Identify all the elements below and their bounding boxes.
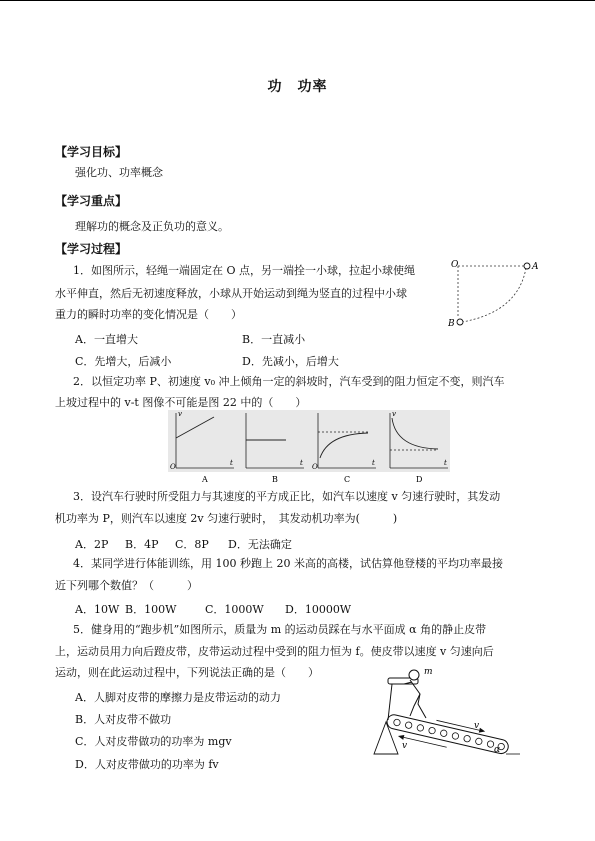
- header-rule: [0, 0, 595, 1]
- q5-line-2: 上，运动员用力向后蹬皮带，皮带运动过程中受到的阻力恒为 f。使皮带以速度 v 匀速向后: [55, 645, 494, 658]
- page-title: 功 功率: [267, 79, 328, 95]
- svg-text:t: t: [230, 459, 233, 467]
- q1-option-d: D．先减小，后增大: [242, 355, 339, 368]
- svg-text:t: t: [372, 459, 375, 467]
- q1-line-2: 水平伸直，然后无初速度释放，小球从开始运动到绳为竖直的过程中小球: [55, 287, 407, 300]
- label-m: m: [424, 667, 433, 677]
- label-o: O: [451, 260, 459, 270]
- key-text: 理解功的概念及正负功的意义。: [75, 220, 229, 233]
- q1-line-1: 1．如图所示，轻绳一端固定在 O 点，另一端拴一小球，拉起小球使绳: [73, 264, 416, 277]
- q1-option-c: C．先增大，后减小: [75, 355, 172, 368]
- q4-line-1: 4．某同学进行体能训练，用 100 秒跑上 20 米高的高楼，试估算他登楼的平均功率最接: [73, 557, 503, 570]
- section-heading-goal: 【学习目标】: [55, 145, 128, 159]
- q1-option-b: B．一直减小: [242, 333, 306, 346]
- q4-option-c: C．1000W: [205, 603, 264, 616]
- q3-option-b: B．4P: [125, 538, 159, 551]
- label-a: A: [532, 262, 539, 272]
- svg-text:t: t: [300, 459, 303, 467]
- svg-text:v: v: [392, 410, 396, 418]
- section-heading-process: 【学习过程】: [55, 242, 128, 256]
- label-v-bottom: v: [402, 741, 408, 751]
- q3-line-2: 机功率为 P，则汽车以速度 2v 匀速行驶时， 其发动机功率为( ): [55, 512, 398, 525]
- svg-text:v: v: [178, 410, 182, 418]
- q5-option-d: D．人对皮带做功的功率为 fv: [75, 758, 219, 771]
- label-alpha: α: [494, 745, 501, 755]
- section-heading-key: 【学习重点】: [55, 194, 128, 208]
- q3-line-1: 3．设汽车行驶时所受阻力与其速度的平方成正比，如汽车以速度 v 匀速行驶时，其发动: [73, 490, 501, 503]
- q2-line-1: 2．以恒定功率 P、初速度 v₀ 冲上倾角一定的斜坡时，汽车受到的阻力恒定不变，则汽车: [73, 375, 505, 388]
- svg-text:O: O: [170, 463, 176, 471]
- q4-option-d: D．10000W: [285, 603, 352, 616]
- svg-text:O: O: [312, 463, 318, 471]
- graph-label-d: D: [416, 475, 423, 484]
- pendulum-figure: [448, 256, 548, 332]
- q3-option-c: C．8P: [175, 538, 209, 551]
- graph-label-c: C: [344, 475, 351, 484]
- treadmill-figure: [370, 664, 530, 760]
- q5-option-a: A．人脚对皮带的摩擦力是皮带运动的动力: [75, 691, 281, 704]
- q5-line-1: 5．健身用的“跑步机”如图所示，质量为 m 的运动员踩在与水平面成 α 角的静止皮带: [73, 623, 487, 636]
- label-v-top: v: [474, 721, 480, 731]
- q2-line-2: 上坡过程中的 v-t 图像不可能是图 22 中的（ ）: [55, 396, 307, 409]
- graph-label-b: B: [272, 475, 278, 484]
- q4-option-a: A．10W: [75, 603, 120, 616]
- q3-option-d: D．无法确定: [228, 538, 292, 551]
- q4-option-b: B．100W: [125, 603, 177, 616]
- vt-graphs-figure: [168, 410, 450, 484]
- q1-line-3: 重力的瞬时功率的变化情况是（ ）: [55, 308, 242, 321]
- q5-option-b: B．人对皮带不做功: [75, 713, 172, 726]
- label-b: B: [448, 319, 455, 329]
- q3-option-a: A．2P: [75, 538, 109, 551]
- q4-line-2: 近下列哪个数值？（ ）: [55, 579, 198, 592]
- goal-text: 强化功、功率概念: [75, 166, 163, 179]
- q5-line-3: 运动，则在此运动过程中，下列说法正确的是（ ）: [55, 666, 319, 679]
- q5-option-c: C．人对皮带做功的功率为 mgv: [75, 735, 232, 748]
- graph-label-a: A: [202, 475, 208, 484]
- q1-option-a: A．一直增大: [75, 333, 138, 346]
- svg-text:t: t: [444, 459, 447, 467]
- runner-icon: [388, 670, 426, 720]
